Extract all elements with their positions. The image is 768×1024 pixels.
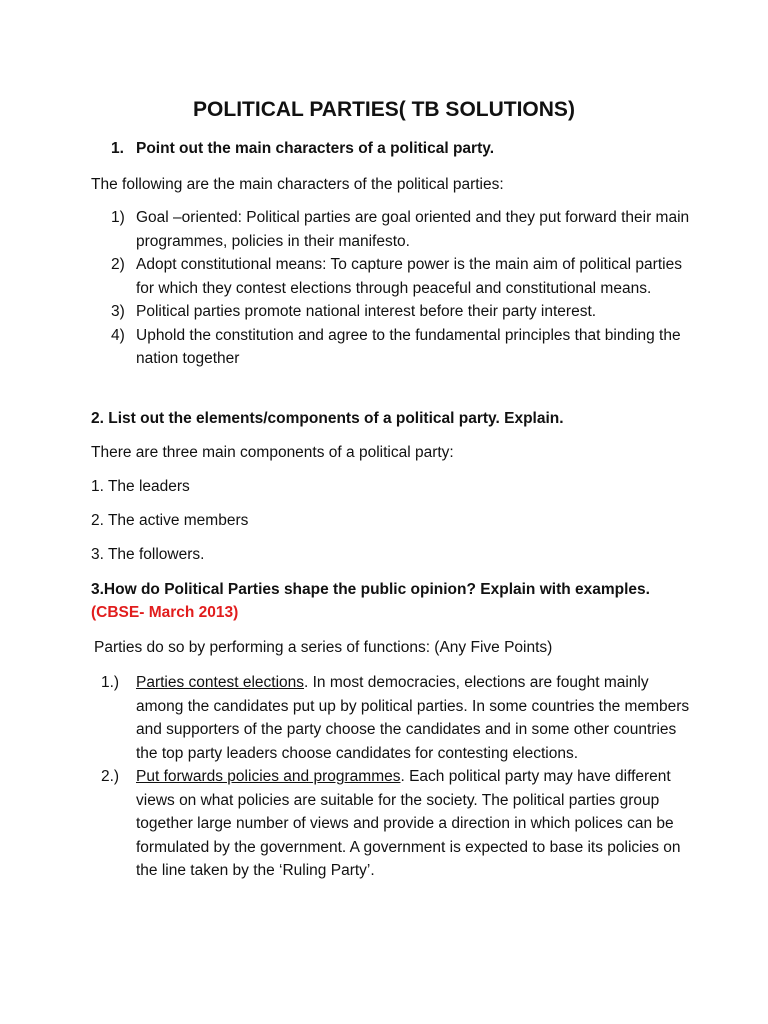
list-item: 3) Political parties promote national interest before their party interest.: [111, 303, 597, 320]
question-2-heading: 2. List out the elements/components of a political party. Explain.: [91, 410, 564, 427]
list-item: 1.) Parties contest elections. In most democracies, elections are fought mainly among the candidates put up by political parties. In some countries the members and supporters of the party choose the candidates and in some other countries the top party leaders choose candidates for contesting elections.: [101, 674, 690, 762]
list-item: 4) Uphold the constitution and agree to the fundamental principles that binding the nation together: [111, 326, 681, 367]
characters-list: [111, 206, 691, 371]
component-item: 3. The followers.: [91, 546, 205, 563]
question-1-text: Point out the main characters of a political party.: [136, 140, 495, 157]
list-item: 1) Goal –oriented: Political parties are goal oriented and they put forward their main programmes, policies in their manifesto.: [111, 209, 690, 250]
question-3-intro: Parties do so by performing a series of functions: (Any Five Points): [94, 639, 553, 656]
question-2-intro: There are three main components of a political party:: [91, 444, 454, 461]
component-item: 2. The active members: [91, 512, 249, 529]
question-3-tag: (CBSE- March 2013): [91, 604, 239, 621]
list-item: 2.) Put forwards policies and programmes. Each political party may have different views on what policies are suitable for the society. The political parties group together large number of views and provide a direction in which polices can be formulated by the government. A government is expected to base its policies on the line taken by the ‘Ruling Party’.: [101, 768, 681, 879]
list-item: 2) Adopt constitutional means: To capture power is the main aim of political parties for which they contest elections through peaceful and constitutional means.: [111, 256, 682, 297]
question-1-intro: The following are the main characters of the political parties:: [91, 176, 504, 193]
functions-list: [101, 671, 691, 883]
question-3-heading: 3.How do Political Parties shape the public opinion? Explain with examples.: [91, 581, 650, 598]
question-1-number: 1.: [111, 140, 124, 157]
function-heading: Parties contest elections: [136, 674, 305, 691]
component-item: 1. The leaders: [91, 478, 190, 495]
question-1-heading: [111, 137, 691, 161]
page-title: POLITICAL PARTIES( TB SOLUTIONS): [193, 98, 575, 121]
function-heading: Put forwards policies and programmes: [136, 768, 401, 785]
